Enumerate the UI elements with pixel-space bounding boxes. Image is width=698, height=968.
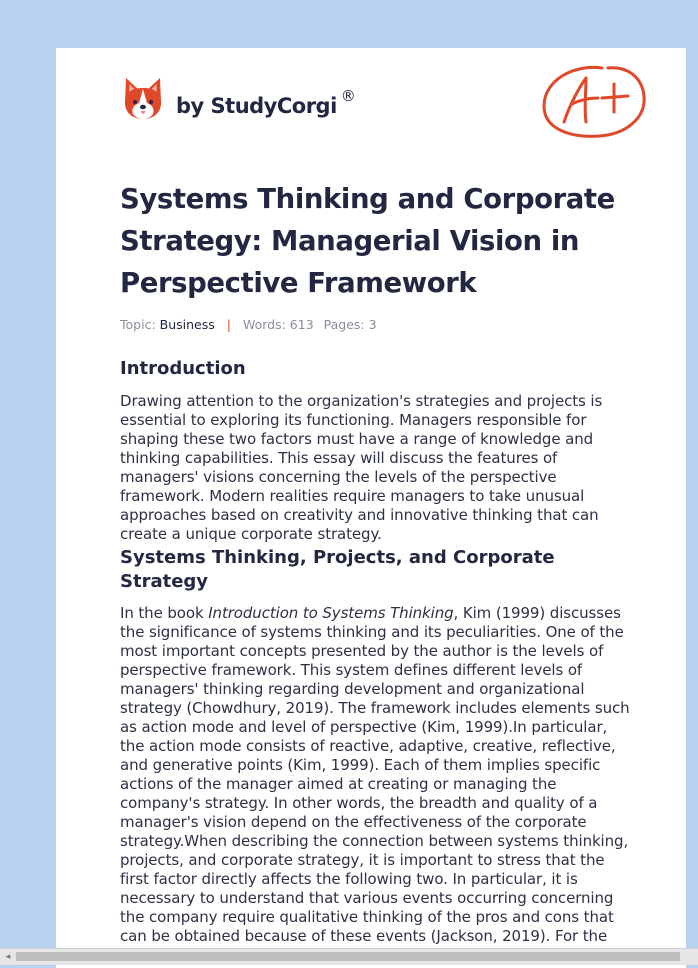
registered-mark: ® (340, 87, 356, 105)
scrollbar-thumb[interactable] (16, 952, 680, 961)
horizontal-scrollbar[interactable] (0, 948, 698, 965)
article-meta (120, 317, 632, 332)
paragraph-body: , Kim (1999) discusses the significance of systems thinking and its peculiarities. One of the most important concepts presented by the author is the levels of perspective framework. This system defines different levels of managers' thinking regarding development and organizational strategy (Chowdhury, 2019). The framework includes elements such as action mode and level of perspective (Kim, 1999).In particular, the action mode consists of reactive, adaptive, creative, reflective, and generative points (Kim, 1999). Each of them implies specific actions of the manager aimed at creating or managing the company's strategy. In other words, the breadth and quality of a manager's vision depend on the effectiveness of the corporate strategy.When describing the connection between systems thinking, projects, and corporate strategy, it is important to stress that the first factor directly affects the following two. In particular, it is necessary to understand that various events occurring concerning the company require qualitative thinking of the pros and cons that can be obtained because of these events (Jackson, 2019). For the (120, 604, 630, 945)
pages-count: 3 (368, 317, 377, 332)
section-heading-introduction: Introduction (120, 358, 246, 379)
document-page (56, 48, 686, 968)
book-title: Introduction to Systems Thinking (208, 604, 454, 622)
article-title: Systems Thinking and Corporate Strategy: Managerial Vision in Perspective Framework (120, 183, 615, 299)
introduction-paragraph: Drawing attention to the organization's strategies and projects is essential to exploring its functioning. Managers responsible for shaping these two factors must have a range of knowledge and thinking capabilities. This essay will discuss the features of managers' visions concerning the levels of the perspective framework. Modern realities require managers to take unusual approaches based on creativity and innovative thinking that can create a unique corporate strategy. (120, 392, 603, 543)
article (120, 178, 632, 965)
systems-thinking-paragraph (120, 604, 632, 965)
a-plus-grade-icon (540, 58, 650, 142)
words-label: Words: (242, 317, 286, 332)
brand[interactable] (122, 76, 355, 122)
corgi-logo-icon (122, 76, 164, 122)
scroll-left-arrow-icon[interactable]: ◂ (5, 952, 11, 962)
meta-separator: | (226, 317, 231, 332)
words-count: 613 (289, 317, 314, 332)
topic-label: Topic: (120, 317, 156, 332)
topic-link[interactable]: Business (159, 317, 215, 332)
paragraph-prefix: In the book (120, 604, 209, 622)
brand-name: by StudyCorgi ® (176, 87, 356, 118)
section-heading-systems-thinking: Systems Thinking, Projects, and Corporate Strategy (120, 547, 555, 592)
pages-label: Pages: (323, 317, 365, 332)
